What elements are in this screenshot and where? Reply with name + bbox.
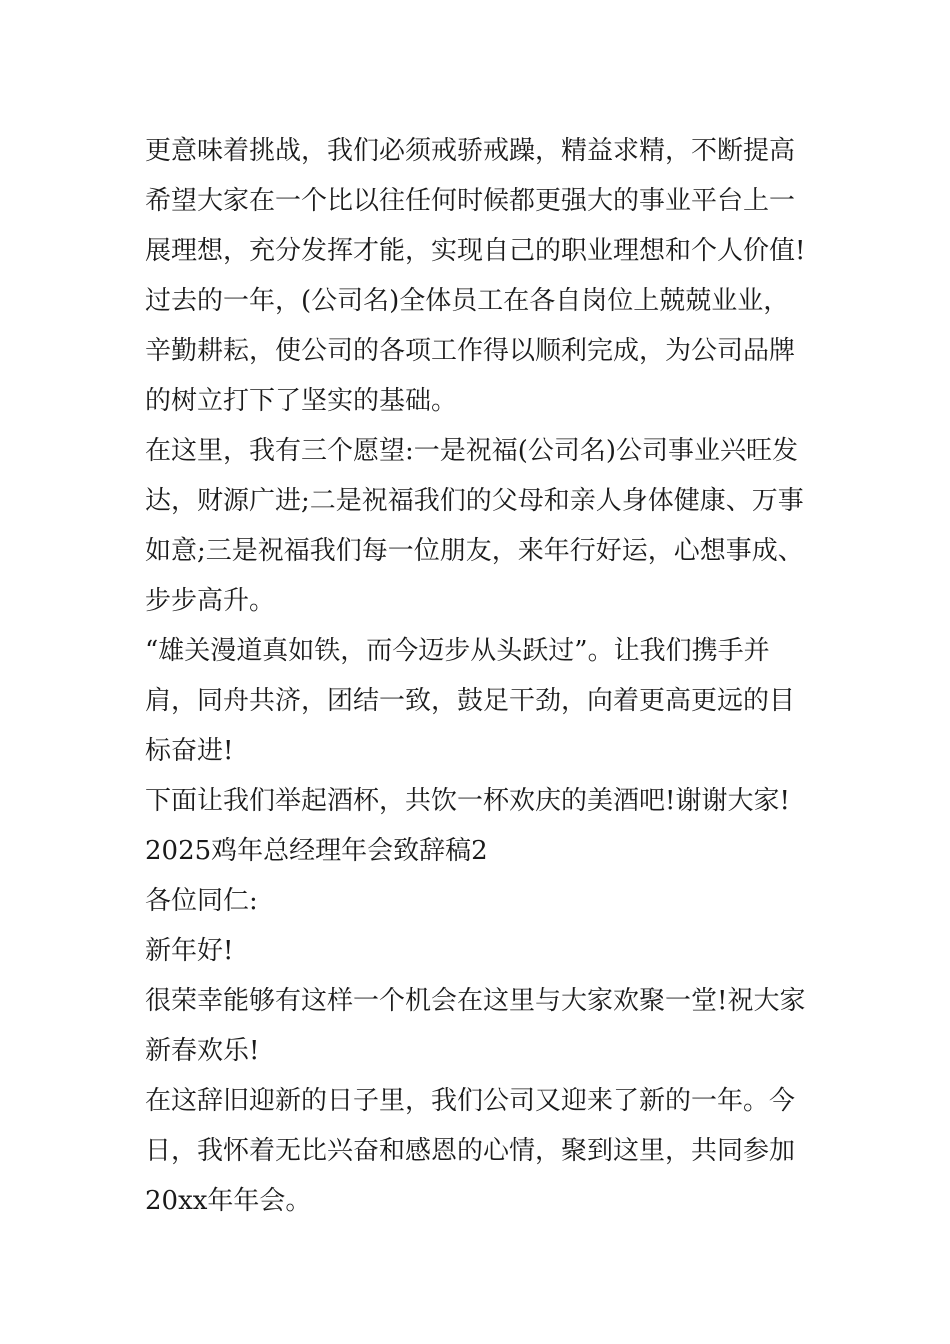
text-line: 新春欢乐! <box>145 1036 260 1066</box>
salutation: 各位同仁: <box>145 886 258 916</box>
text-line: 过去的一年，(公司名)全体员工在各自岗位上兢兢业业， <box>145 286 790 316</box>
text-line: “雄关漫道真如铁，而今迈步从头跃过”。让我们携手并 <box>145 636 770 666</box>
text-line: 展理想，充分发挥才能，实现自己的职业理想和个人价值! <box>145 236 806 266</box>
text-line: 标奋进! <box>145 736 234 766</box>
text-line: 的树立打下了坚实的基础。 <box>145 386 458 416</box>
text-line: 达，财源广进;二是祝福我们的父母和亲人身体健康、万事 <box>145 486 804 516</box>
text-line: 日，我怀着无比兴奋和感恩的心情，聚到这里，共同参加 <box>145 1136 796 1166</box>
text-line: 如意;三是祝福我们每一位朋友，来年行好运，心想事成、 <box>145 536 804 566</box>
text-line: 下面让我们举起酒杯，共饮一杯欢庆的美酒吧!谢谢大家! <box>145 786 790 816</box>
greeting: 新年好! <box>145 936 234 966</box>
text-line: 更意味着挑战，我们必须戒骄戒躁，精益求精，不断提高 <box>145 136 796 166</box>
text-line: 很荣幸能够有这样一个机会在这里与大家欢聚一堂!祝大家 <box>145 986 806 1016</box>
section-heading: 2025鸡年总经理年会致辞稿2 <box>145 836 488 866</box>
text-line: 步步高升。 <box>145 586 276 616</box>
text-line: 20xx年年会。 <box>145 1186 312 1216</box>
document-body <box>145 126 810 1226</box>
text-line: 肩，同舟共济，团结一致，鼓足干劲，向着更高更远的目 <box>145 686 796 716</box>
text-line: 辛勤耕耘，使公司的各项工作得以顺利完成，为公司品牌 <box>145 336 796 366</box>
text-line: 在这辞旧迎新的日子里，我们公司又迎来了新的一年。今 <box>145 1086 796 1116</box>
text-line: 在这里，我有三个愿望:一是祝福(公司名)公司事业兴旺发 <box>145 436 799 466</box>
text-line: 希望大家在一个比以往任何时候都更强大的事业平台上一 <box>145 186 796 216</box>
